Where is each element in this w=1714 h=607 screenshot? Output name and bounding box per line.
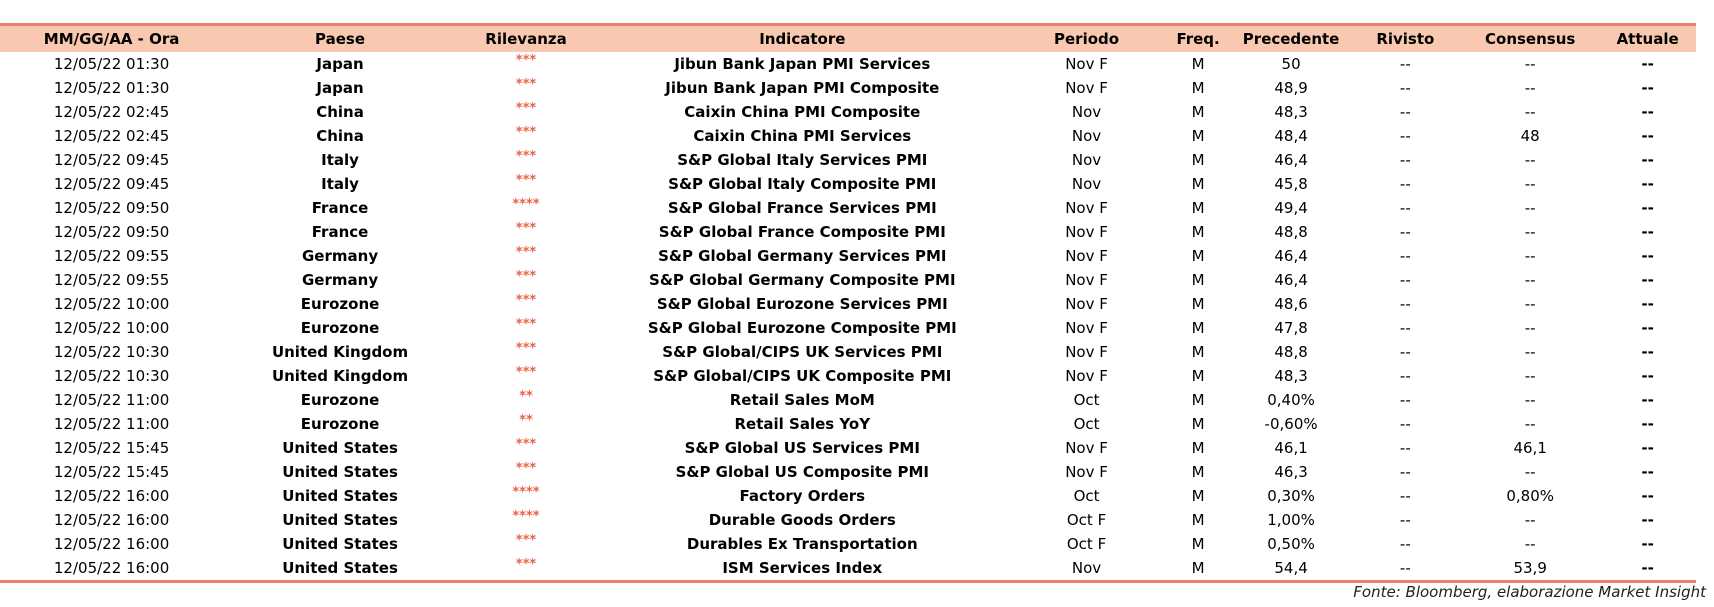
cell-period: Oct [1073, 487, 1100, 505]
cell-consensus: -- [1524, 295, 1536, 313]
cell-period: Nov [1071, 559, 1102, 577]
cell-consensus: -- [1524, 415, 1536, 433]
cell-freq: M [1191, 199, 1205, 217]
cell-consensus: -- [1524, 511, 1536, 529]
cell-actual: -- [1641, 511, 1654, 529]
cell-datetime: 12/05/22 15:45 [53, 463, 170, 481]
cell-previous: 47,8 [1274, 319, 1308, 337]
cell-country: United States [282, 487, 398, 505]
cell-previous: 48,9 [1274, 79, 1308, 97]
cell-previous: 49,4 [1274, 199, 1308, 217]
cell-datetime: 12/05/22 09:50 [53, 223, 170, 241]
cell-country: Italy [321, 151, 359, 169]
table-row [0, 340, 1696, 364]
cell-revised: -- [1399, 319, 1411, 337]
table-row [0, 100, 1696, 124]
cell-relevance: *** [515, 245, 537, 260]
cell-freq: M [1191, 535, 1205, 553]
table-header [0, 26, 1696, 52]
cell-relevance: *** [515, 173, 537, 188]
cell-previous: 46,4 [1274, 151, 1308, 169]
cell-consensus: 0,80% [1506, 487, 1554, 505]
cell-previous: 0,40% [1267, 391, 1315, 409]
cell-datetime: 12/05/22 02:45 [53, 127, 170, 145]
col-header-consensus: Consensus [1485, 30, 1576, 48]
cell-actual: -- [1641, 439, 1654, 457]
cell-period: Oct [1073, 415, 1100, 433]
cell-freq: M [1191, 391, 1205, 409]
cell-indicator: S&P Global Italy Composite PMI [668, 175, 937, 193]
cell-country: United States [282, 535, 398, 553]
cell-actual: -- [1641, 79, 1654, 97]
cell-datetime: 12/05/22 16:00 [53, 535, 170, 553]
cell-country: United States [282, 439, 398, 457]
cell-freq: M [1191, 415, 1205, 433]
table-row [0, 388, 1696, 412]
cell-period: Oct F [1066, 535, 1107, 553]
cell-consensus: -- [1524, 319, 1536, 337]
cell-actual: -- [1641, 223, 1654, 241]
col-header-freq: Freq. [1176, 30, 1220, 48]
col-header-country: Paese [315, 30, 366, 48]
cell-consensus: -- [1524, 223, 1536, 241]
cell-period: Nov F [1065, 295, 1108, 313]
cell-consensus: -- [1524, 391, 1536, 409]
col-header-datetime: MM/GG/AA - Ora [43, 30, 180, 48]
cell-revised: -- [1399, 343, 1411, 361]
cell-period: Nov F [1065, 199, 1108, 217]
table-row [0, 220, 1696, 244]
cell-datetime: 12/05/22 09:50 [53, 199, 170, 217]
cell-country: United Kingdom [271, 343, 409, 361]
cell-revised: -- [1399, 223, 1411, 241]
cell-period: Nov F [1065, 247, 1108, 265]
table-row [0, 244, 1696, 268]
cell-previous: 48,3 [1274, 103, 1308, 121]
cell-relevance: *** [515, 101, 537, 116]
cell-country: Eurozone [300, 391, 380, 409]
cell-previous: 46,4 [1274, 271, 1308, 289]
table-row [0, 124, 1696, 148]
cell-consensus: 46,1 [1513, 439, 1547, 457]
col-header-period: Periodo [1054, 30, 1120, 48]
table-row [0, 292, 1696, 316]
cell-datetime: 12/05/22 16:00 [53, 511, 170, 529]
cell-freq: M [1191, 151, 1205, 169]
cell-datetime: 12/05/22 09:55 [53, 271, 170, 289]
cell-actual: -- [1641, 151, 1654, 169]
table-row [0, 484, 1696, 508]
cell-actual: -- [1641, 271, 1654, 289]
cell-country: Italy [321, 175, 359, 193]
cell-country: China [316, 127, 364, 145]
cell-revised: -- [1399, 511, 1411, 529]
cell-datetime: 12/05/22 10:00 [53, 319, 170, 337]
cell-freq: M [1191, 271, 1205, 289]
cell-relevance: *** [515, 461, 537, 476]
cell-period: Nov F [1065, 319, 1108, 337]
cell-relevance: *** [515, 269, 537, 284]
cell-period: Nov [1071, 151, 1102, 169]
col-header-actual: Attuale [1616, 30, 1679, 48]
cell-consensus: -- [1524, 535, 1536, 553]
cell-relevance: *** [515, 317, 537, 332]
cell-actual: -- [1641, 199, 1654, 217]
cell-indicator: S&P Global US Composite PMI [675, 463, 929, 481]
cell-country: Eurozone [300, 295, 380, 313]
cell-consensus: -- [1524, 199, 1536, 217]
cell-actual: -- [1641, 247, 1654, 265]
cell-previous: 48,8 [1274, 223, 1308, 241]
cell-datetime: 12/05/22 11:00 [53, 391, 170, 409]
table-row [0, 508, 1696, 532]
cell-datetime: 12/05/22 11:00 [53, 415, 170, 433]
cell-revised: -- [1399, 151, 1411, 169]
cell-relevance: *** [515, 221, 537, 236]
cell-period: Nov F [1065, 343, 1108, 361]
cell-actual: -- [1641, 535, 1654, 553]
cell-relevance: *** [515, 365, 537, 380]
cell-previous: 48,8 [1274, 343, 1308, 361]
cell-indicator: S&P Global US Services PMI [684, 439, 920, 457]
cell-revised: -- [1399, 559, 1411, 577]
cell-datetime: 12/05/22 16:00 [53, 487, 170, 505]
cell-revised: -- [1399, 415, 1411, 433]
col-header-revised: Rivisto [1376, 30, 1435, 48]
cell-freq: M [1191, 295, 1205, 313]
cell-revised: -- [1399, 199, 1411, 217]
cell-country: United Kingdom [271, 367, 409, 385]
cell-freq: M [1191, 343, 1205, 361]
cell-freq: M [1191, 559, 1205, 577]
col-header-relevance: Rilevanza [485, 30, 567, 48]
cell-period: Nov [1071, 175, 1102, 193]
cell-freq: M [1191, 319, 1205, 337]
cell-country: United States [282, 559, 398, 577]
cell-indicator: Factory Orders [739, 487, 866, 505]
cell-country: Germany [302, 247, 379, 265]
cell-consensus: 48 [1520, 127, 1540, 145]
cell-actual: -- [1641, 487, 1654, 505]
table-row [0, 268, 1696, 292]
cell-period: Nov F [1065, 79, 1108, 97]
cell-previous: 45,8 [1274, 175, 1308, 193]
cell-relevance: *** [515, 437, 537, 452]
cell-indicator: Durable Goods Orders [708, 511, 896, 529]
cell-previous: 48,3 [1274, 367, 1308, 385]
cell-revised: -- [1399, 175, 1411, 193]
table-row [0, 556, 1696, 580]
cell-datetime: 12/05/22 10:30 [53, 343, 170, 361]
cell-indicator: S&P Global Eurozone Composite PMI [647, 319, 957, 337]
cell-previous: 46,1 [1274, 439, 1308, 457]
cell-actual: -- [1641, 103, 1654, 121]
cell-datetime: 12/05/22 16:00 [53, 559, 170, 577]
cell-indicator: S&P Global/CIPS UK Services PMI [662, 343, 943, 361]
cell-revised: -- [1399, 391, 1411, 409]
cell-previous: 54,4 [1274, 559, 1308, 577]
cell-actual: -- [1641, 559, 1654, 577]
source-note: Fonte: Bloomberg, elaborazione Market Insight [1353, 583, 1706, 601]
cell-indicator: S&P Global Germany Services PMI [658, 247, 947, 265]
cell-relevance: *** [515, 293, 537, 308]
table-row [0, 52, 1696, 76]
cell-revised: -- [1399, 103, 1411, 121]
cell-actual: -- [1641, 367, 1654, 385]
cell-relevance: *** [515, 341, 537, 356]
cell-period: Nov [1071, 127, 1102, 145]
cell-freq: M [1191, 103, 1205, 121]
cell-indicator: Caixin China PMI Services [693, 127, 912, 145]
cell-freq: M [1191, 223, 1205, 241]
cell-revised: -- [1399, 487, 1411, 505]
cell-indicator: S&P Global/CIPS UK Composite PMI [653, 367, 952, 385]
cell-previous: -0,60% [1264, 415, 1318, 433]
cell-period: Oct F [1066, 511, 1107, 529]
cell-actual: -- [1641, 175, 1654, 193]
cell-period: Oct [1073, 391, 1100, 409]
cell-revised: -- [1399, 367, 1411, 385]
cell-freq: M [1191, 487, 1205, 505]
cell-country: France [311, 223, 369, 241]
cell-consensus: -- [1524, 175, 1536, 193]
cell-freq: M [1191, 439, 1205, 457]
cell-previous: 48,6 [1274, 295, 1308, 313]
cell-relevance: ** [519, 389, 533, 404]
cell-freq: M [1191, 79, 1205, 97]
cell-datetime: 12/05/22 15:45 [53, 439, 170, 457]
cell-indicator: Retail Sales MoM [729, 391, 875, 409]
cell-relevance: ** [519, 413, 533, 428]
cell-indicator: Caixin China PMI Composite [684, 103, 921, 121]
cell-relevance: *** [515, 77, 537, 92]
cell-freq: M [1191, 367, 1205, 385]
cell-indicator: S&P Global France Composite PMI [658, 223, 946, 241]
cell-consensus: -- [1524, 79, 1536, 97]
cell-actual: -- [1641, 391, 1654, 409]
cell-actual: -- [1641, 415, 1654, 433]
cell-consensus: -- [1524, 151, 1536, 169]
cell-freq: M [1191, 175, 1205, 193]
cell-indicator: S&P Global France Services PMI [667, 199, 937, 217]
cell-datetime: 12/05/22 09:55 [53, 247, 170, 265]
table-row [0, 316, 1696, 340]
cell-previous: 0,30% [1267, 487, 1315, 505]
cell-indicator: S&P Global Eurozone Services PMI [656, 295, 948, 313]
cell-period: Nov [1071, 103, 1102, 121]
cell-relevance: *** [515, 53, 537, 68]
cell-country: Germany [302, 271, 379, 289]
cell-period: Nov F [1065, 271, 1108, 289]
cell-country: Eurozone [300, 415, 380, 433]
cell-consensus: -- [1524, 343, 1536, 361]
cell-country: Japan [316, 79, 364, 97]
cell-country: Eurozone [300, 319, 380, 337]
cell-period: Nov F [1065, 439, 1108, 457]
cell-datetime: 12/05/22 09:45 [53, 175, 170, 193]
cell-revised: -- [1399, 463, 1411, 481]
cell-indicator: ISM Services Index [722, 559, 883, 577]
cell-previous: 0,50% [1267, 535, 1315, 553]
table-body [0, 52, 1696, 580]
table-row [0, 148, 1696, 172]
cell-datetime: 12/05/22 10:00 [53, 295, 170, 313]
table-row [0, 76, 1696, 100]
cell-revised: -- [1399, 247, 1411, 265]
table-row [0, 172, 1696, 196]
cell-revised: -- [1399, 535, 1411, 553]
cell-period: Nov F [1065, 367, 1108, 385]
cell-consensus: -- [1524, 271, 1536, 289]
cell-country: Japan [316, 55, 364, 73]
cell-consensus: -- [1524, 103, 1536, 121]
cell-relevance: *** [515, 557, 537, 572]
cell-relevance: **** [512, 197, 540, 212]
cell-indicator: Retail Sales YoY [734, 415, 871, 433]
cell-previous: 50 [1281, 55, 1301, 73]
table-row [0, 412, 1696, 436]
cell-relevance: *** [515, 149, 537, 164]
cell-actual: -- [1641, 319, 1654, 337]
cell-period: Nov F [1065, 223, 1108, 241]
table-row [0, 196, 1696, 220]
calendar-table-wrapper [0, 23, 1696, 583]
cell-datetime: 12/05/22 10:30 [53, 367, 170, 385]
cell-freq: M [1191, 247, 1205, 265]
cell-country: China [316, 103, 364, 121]
economic-calendar-table [0, 26, 1696, 580]
cell-revised: -- [1399, 439, 1411, 457]
cell-relevance: **** [512, 485, 540, 500]
cell-indicator: S&P Global Germany Composite PMI [649, 271, 956, 289]
cell-revised: -- [1399, 127, 1411, 145]
cell-actual: -- [1641, 55, 1654, 73]
cell-consensus: -- [1524, 55, 1536, 73]
cell-indicator: S&P Global Italy Services PMI [677, 151, 928, 169]
cell-relevance: *** [515, 125, 537, 140]
cell-previous: 46,4 [1274, 247, 1308, 265]
cell-period: Nov F [1065, 463, 1108, 481]
table-row [0, 436, 1696, 460]
cell-previous: 48,4 [1274, 127, 1308, 145]
cell-revised: -- [1399, 55, 1411, 73]
cell-actual: -- [1641, 463, 1654, 481]
table-row [0, 532, 1696, 556]
cell-revised: -- [1399, 79, 1411, 97]
cell-revised: -- [1399, 271, 1411, 289]
cell-datetime: 12/05/22 01:30 [53, 79, 170, 97]
col-header-previous: Precedente [1242, 30, 1340, 48]
cell-relevance: *** [515, 533, 537, 548]
cell-previous: 46,3 [1274, 463, 1308, 481]
cell-datetime: 12/05/22 09:45 [53, 151, 170, 169]
header-row [0, 26, 1696, 52]
cell-freq: M [1191, 511, 1205, 529]
table-row [0, 460, 1696, 484]
cell-consensus: -- [1524, 463, 1536, 481]
cell-period: Nov F [1065, 55, 1108, 73]
cell-consensus: 53,9 [1513, 559, 1547, 577]
cell-freq: M [1191, 463, 1205, 481]
cell-indicator: Durables Ex Transportation [686, 535, 918, 553]
cell-actual: -- [1641, 295, 1654, 313]
cell-freq: M [1191, 127, 1205, 145]
cell-previous: 1,00% [1267, 511, 1315, 529]
col-header-indicator: Indicatore [759, 30, 846, 48]
cell-indicator: Jibun Bank Japan PMI Composite [665, 79, 940, 97]
cell-consensus: -- [1524, 247, 1536, 265]
cell-relevance: **** [512, 509, 540, 524]
cell-consensus: -- [1524, 367, 1536, 385]
cell-country: United States [282, 511, 398, 529]
cell-datetime: 12/05/22 01:30 [53, 55, 170, 73]
cell-country: France [311, 199, 369, 217]
cell-actual: -- [1641, 127, 1654, 145]
table-row [0, 364, 1696, 388]
cell-actual: -- [1641, 343, 1654, 361]
cell-country: United States [282, 463, 398, 481]
cell-indicator: Jibun Bank Japan PMI Services [674, 55, 931, 73]
cell-datetime: 12/05/22 02:45 [53, 103, 170, 121]
cell-freq: M [1191, 55, 1205, 73]
cell-revised: -- [1399, 295, 1411, 313]
